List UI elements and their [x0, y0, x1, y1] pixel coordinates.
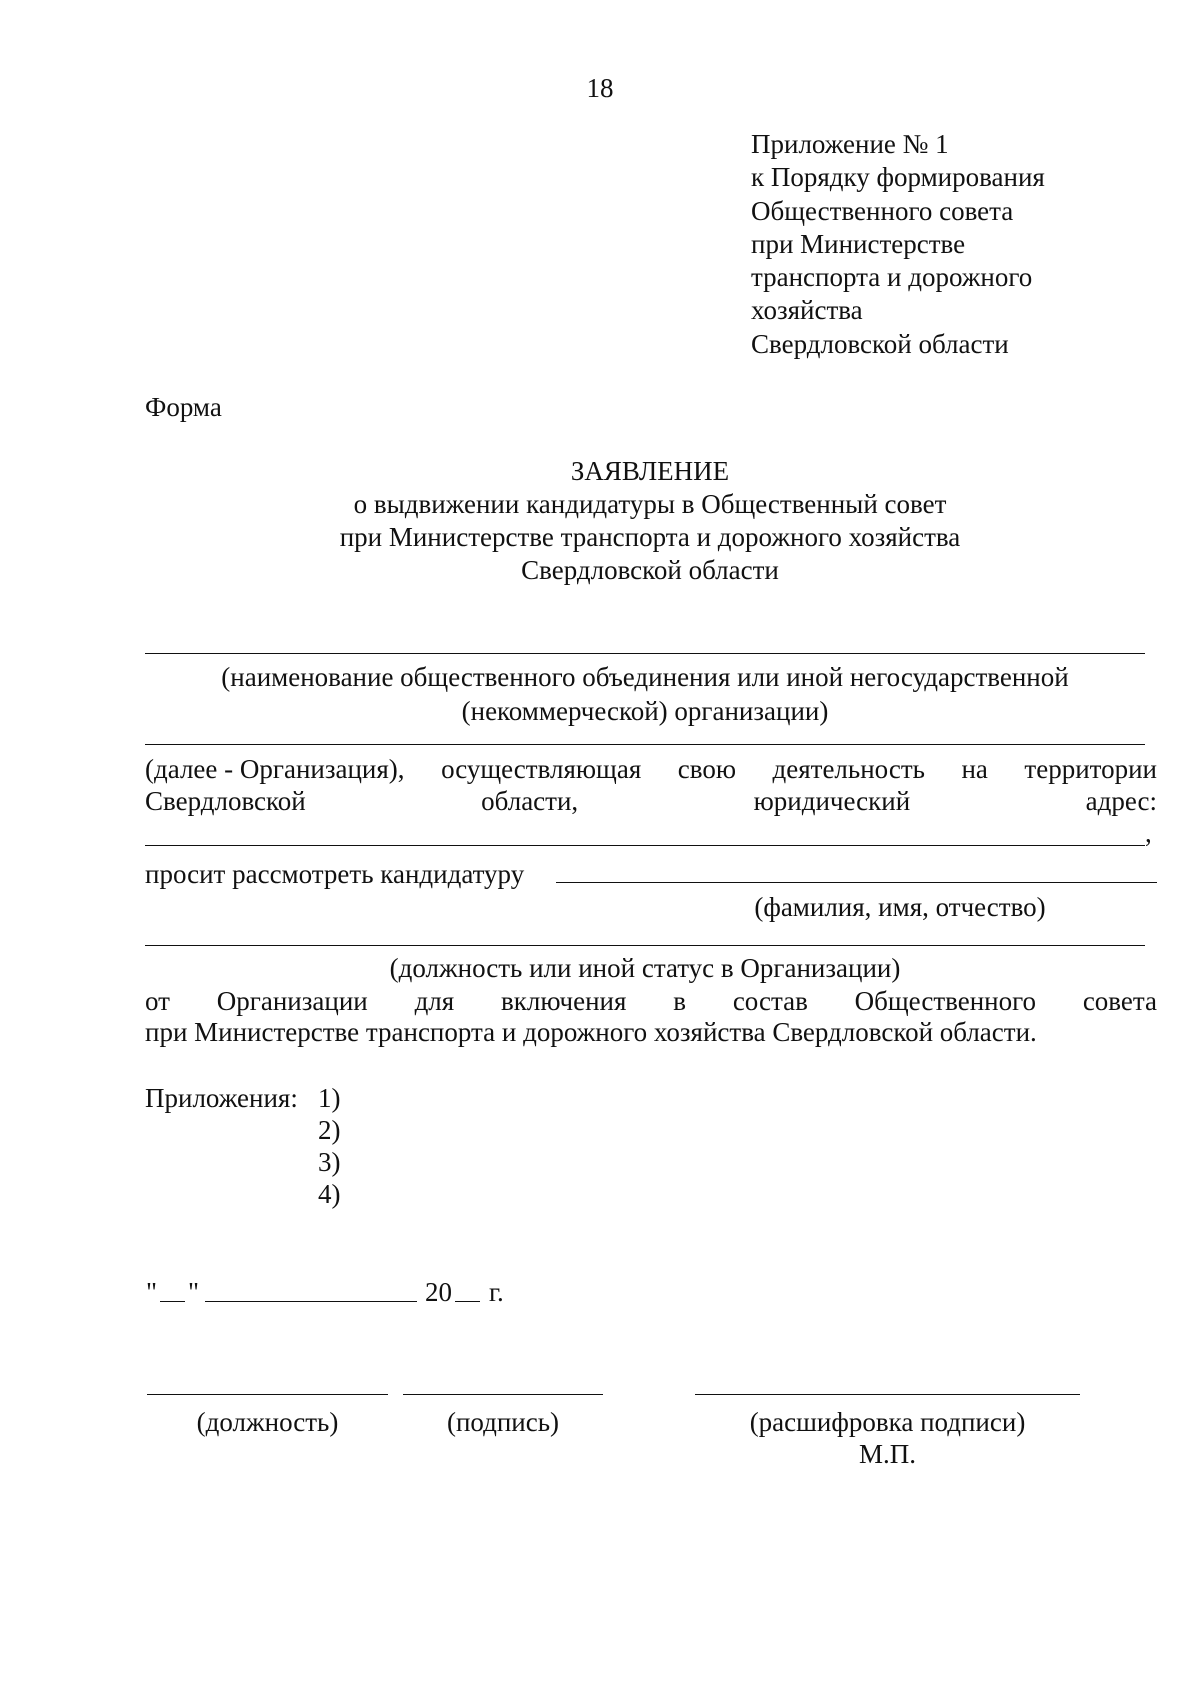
- body-row-2: [145, 785, 1157, 817]
- document-title: [0, 455, 1200, 587]
- stamp-place: М.П.: [858, 1439, 916, 1469]
- attachments-label: Приложения:: [145, 1083, 298, 1113]
- body-word: юридический: [753, 786, 911, 816]
- org-name-caption: [145, 660, 1145, 728]
- attachment-item: 2): [318, 1115, 341, 1145]
- body-row-1: [145, 753, 1157, 785]
- date-close-quote: ": [188, 1277, 200, 1307]
- body-word: осуществляющая: [441, 754, 642, 784]
- position-caption: (должность или иной статус в Организации): [389, 953, 901, 983]
- appendix-line: Свердловской области: [751, 328, 1009, 359]
- title-heading: ЗАЯВЛЕНИЕ: [570, 456, 730, 486]
- body-row-4: при Министерстве транспорта и дорожного хозяйства Свердловской области.: [145, 1017, 1037, 1047]
- decoding-signature-line[interactable]: [695, 1394, 1080, 1396]
- appendix-line: хозяйства: [751, 295, 863, 326]
- body-word: деятельность: [772, 754, 925, 784]
- body-word: области,: [481, 786, 579, 816]
- body-word: Организации: [216, 986, 368, 1016]
- title-line: при Министерстве транспорта и дорожного хозяйства: [339, 522, 961, 552]
- body-word: от: [145, 986, 170, 1016]
- org-caption-line: (наименование общественного объединения или иной негосударственной: [221, 662, 1069, 692]
- body-row-3: [145, 985, 1157, 1017]
- body-word: в: [673, 986, 686, 1016]
- title-line: Свердловской области: [521, 555, 779, 585]
- page-number: 18: [586, 73, 614, 103]
- candidate-position-line[interactable]: [145, 945, 1145, 947]
- body-word: свою: [677, 754, 736, 784]
- date-year-prefix: 20: [425, 1277, 452, 1307]
- form-label: Форма: [145, 392, 222, 422]
- body-word: на: [961, 754, 988, 784]
- decoding-caption: (расшифровка подписи): [749, 1407, 1026, 1437]
- org-name-line-2[interactable]: [145, 744, 1145, 746]
- date-year-suffix: г.: [489, 1277, 504, 1307]
- title-line: о выдвижении кандидатуры в Общественный совет: [353, 489, 947, 519]
- body-word: адрес:: [1085, 786, 1157, 816]
- signature-caption: (подпись): [446, 1407, 560, 1437]
- appendix-line: Общественного совета: [751, 195, 1014, 226]
- name-caption: (фамилия, имя, отчество): [754, 892, 1046, 922]
- body-word: Общественного: [854, 986, 1036, 1016]
- body-word: совета: [1082, 986, 1157, 1016]
- legal-address-line[interactable]: [145, 845, 1145, 847]
- body-word: территории: [1024, 754, 1157, 784]
- date-month-line[interactable]: [205, 1301, 417, 1303]
- attachment-item: 4): [318, 1179, 341, 1209]
- appendix-line: транспорта и дорожного: [751, 262, 1033, 293]
- position-signature-line[interactable]: [147, 1394, 388, 1396]
- appendix-line: к Порядку формирования: [751, 162, 1045, 193]
- body-word: включения: [501, 986, 627, 1016]
- attachment-item: 1): [318, 1083, 341, 1113]
- appendix-reference: [751, 128, 1045, 361]
- body-word: (далее - Организация),: [145, 754, 405, 784]
- appendix-line: Приложение № 1: [751, 129, 949, 159]
- address-comma: ,: [1145, 818, 1152, 848]
- body-word: для: [414, 986, 455, 1016]
- body-word: Свердловской: [145, 786, 306, 816]
- attachment-item: 3): [318, 1147, 341, 1177]
- org-caption-line: (некоммерческой) организации): [461, 696, 829, 726]
- date-day-line[interactable]: [160, 1301, 185, 1303]
- candidate-name-line[interactable]: [556, 882, 1157, 884]
- appendix-line: при Министерстве: [751, 228, 966, 259]
- body-word: состав: [732, 986, 808, 1016]
- date-year-line[interactable]: [455, 1301, 480, 1303]
- position-caption: (должность): [196, 1407, 339, 1437]
- signature-line[interactable]: [403, 1394, 603, 1396]
- request-text: просит рассмотреть кандидатуру: [145, 859, 525, 889]
- date-open-quote: ": [146, 1277, 158, 1307]
- org-name-line[interactable]: [145, 653, 1145, 655]
